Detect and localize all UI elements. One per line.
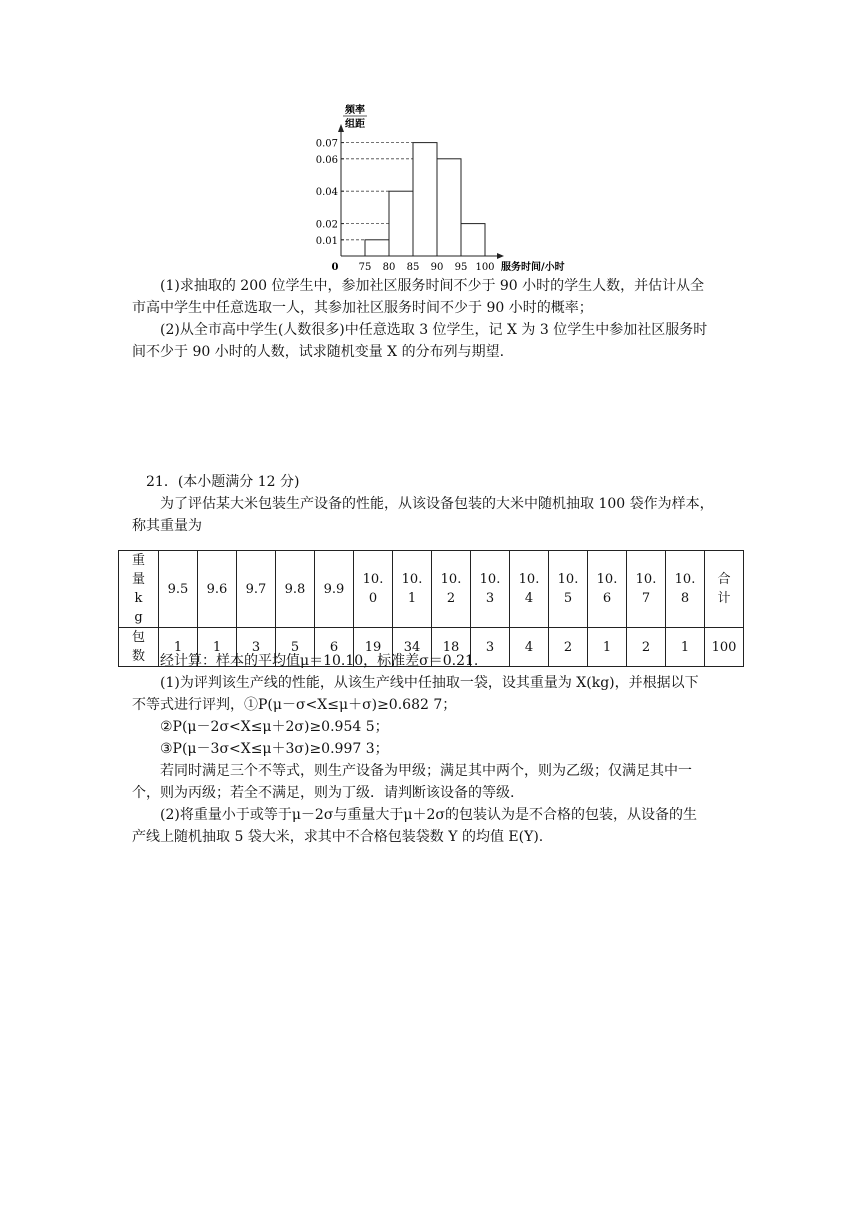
histogram-bar [389, 191, 413, 256]
histogram-bar [437, 159, 461, 256]
x-tick-label: 80 [382, 262, 396, 273]
histogram-bar [413, 143, 437, 256]
y-tick-label: 0.06 [315, 154, 338, 166]
table-header-count: 包数 [119, 628, 159, 667]
y-axis-arrow [338, 124, 344, 132]
table-row-weight [119, 551, 744, 628]
table-cell: 10.5 [549, 551, 588, 628]
table-cell-total: 100 [705, 628, 744, 667]
x-axis-label: 服务时间/小时 [501, 262, 565, 273]
table-cell: 10.3 [471, 551, 510, 628]
x-axis-arrow [497, 253, 504, 259]
table-cell: 1 [198, 628, 237, 667]
table-cell: 2 [549, 628, 588, 667]
q20-part1-line1: (1)求抽取的 200 位学生中，参加社区服务时间不少于 90 小时的学生人数，并估计从全 [160, 278, 705, 294]
q21-part1-line2: 不等式进行评判，①P(μ－σ<X≤μ＋σ)≥0.682 7； [132, 697, 457, 713]
histogram-bar [365, 240, 389, 256]
q21-heading: 21．(本小题满分 12 分) [146, 474, 300, 490]
table-cell: 9.8 [276, 551, 315, 628]
x-tick-label: 75 [358, 262, 372, 273]
table-cell: 1 [666, 628, 705, 667]
table-cell: 18 [432, 628, 471, 667]
y-tick-label: 0.02 [315, 219, 338, 231]
q20-part1-line2: 市高中学生中任意选取一人，其参加社区服务时间不少于 90 小时的概率； [132, 300, 593, 316]
table-cell: 6 [315, 628, 354, 667]
y-tick-label: 0.04 [315, 187, 338, 199]
q21-intro-line1: 为了评估某大米包装生产设备的性能，从该设备包装的大米中随机抽取 100 袋作为样本， [160, 496, 714, 512]
table-cell: 10.2 [432, 551, 471, 628]
x-tick-label: 85 [406, 262, 420, 273]
table-cell: 10.7 [627, 551, 666, 628]
table-cell: 3 [237, 628, 276, 667]
table-cell: 10.1 [393, 551, 432, 628]
q21-ineq3: ③P(μ－3σ<X≤μ＋3σ)≥0.997 3； [160, 741, 389, 757]
table-cell: 34 [393, 628, 432, 667]
q20-part2-line1: (2)从全市高中学生(人数很多)中任意选取 3 位学生，记 X 为 3 位学生中参加社区服务时 [160, 322, 708, 338]
x-tick-label: 95 [454, 262, 468, 273]
q21-part2-line2: 产线上随机抽取 5 袋大米，求其中不合格包装袋数 Y 的均值 E(Y). [132, 829, 544, 845]
table-cell: 10.4 [510, 551, 549, 628]
q21-grade-line1: 若同时满足三个不等式，则生产设备为甲级；满足其中两个，则为乙级；仅满足其中一 [160, 763, 692, 779]
histogram-bars [365, 143, 485, 256]
q21-grade-line2: 个，则为丙级；若全不满足，则为丁级．请判断该设备的等级. [132, 785, 515, 801]
histogram-bar [461, 224, 485, 256]
q21-ineq2: ②P(μ－2σ<X≤μ＋2σ)≥0.954 5； [160, 719, 389, 735]
y-tick-label: 0.01 [315, 235, 338, 247]
table-cell: 10.6 [588, 551, 627, 628]
table-cell: 1 [588, 628, 627, 667]
x-tick-label: 100 [475, 262, 495, 273]
y-axis-label-top: 频率 [345, 105, 365, 116]
table-cell: 19 [354, 628, 393, 667]
table-cell: 4 [510, 628, 549, 667]
x-tick-label: 90 [430, 262, 444, 273]
table-cell: 9.5 [159, 551, 198, 628]
table-cell: 9.6 [198, 551, 237, 628]
table-cell: 3 [471, 628, 510, 667]
table-header-weight: 重量kg [119, 551, 159, 628]
q21-calc: 经计算：样本的平均值μ＝10.10，标准差σ＝0.21. [160, 653, 479, 669]
y-axis-label-bottom: 组距 [345, 119, 365, 130]
table-cell: 10.0 [354, 551, 393, 628]
q21-part2-line1: (2)将重量小于或等于μ－2σ与重量大于μ＋2σ的包装认为是不合格的包装，从设备的生 [160, 807, 697, 823]
q21-part1-line1: (1)为评判该生产线的性能，从该生产线中任抽取一袋，设其重量为 X(kg)，并根据以下 [160, 675, 699, 691]
q20-part2-line2: 间不少于 90 小时的人数，试求随机变量 X 的分布列与期望. [132, 344, 505, 360]
table-cell: 5 [276, 628, 315, 667]
table-cell: 2 [627, 628, 666, 667]
origin-label: 0 [331, 262, 339, 273]
table-cell: 1 [159, 628, 198, 667]
table-cell: 9.9 [315, 551, 354, 628]
table-cell: 9.7 [237, 551, 276, 628]
table-cell-total-label: 合计 [705, 551, 744, 628]
y-tick-label: 0.07 [315, 138, 338, 150]
q21-intro-line2: 称其重量为 [132, 518, 202, 534]
table-cell: 10.8 [666, 551, 705, 628]
frequency-histogram [305, 96, 595, 278]
